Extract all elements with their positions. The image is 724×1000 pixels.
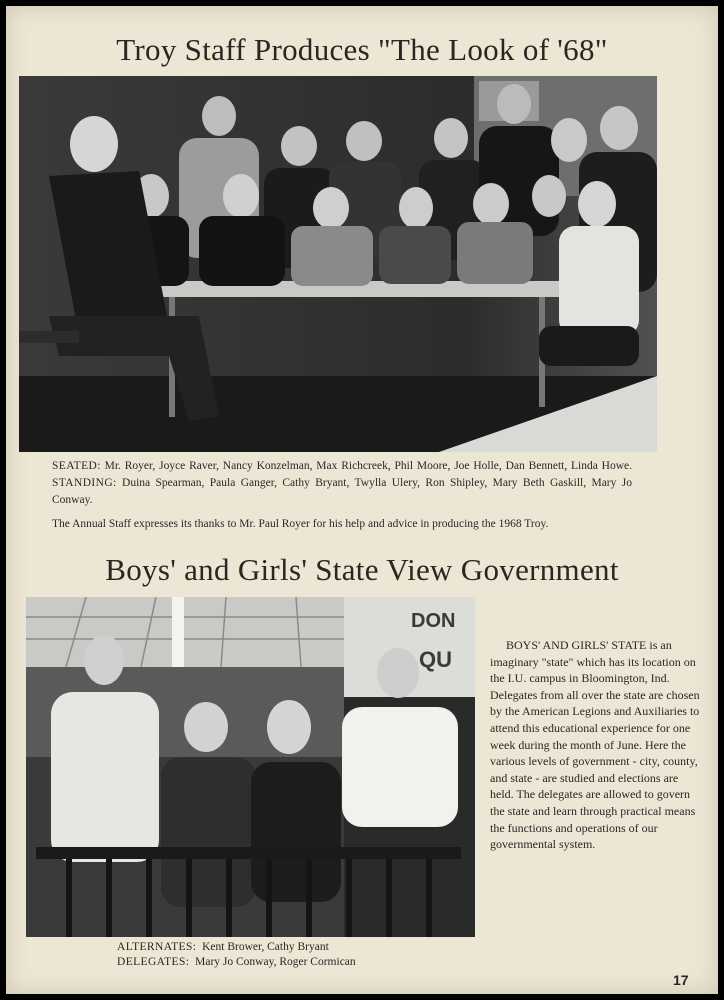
seated-names: Mr. Royer, Joyce Raver, Nancy Konzelman, Max Richcreek, Phil Moore, Joe Holle, Dan Bennett, Linda Howe. [104, 460, 633, 472]
staff-group-photo [19, 76, 657, 452]
page-number: 17 [673, 972, 689, 988]
staff-photo-caption [52, 458, 632, 509]
state-article-body: BOYS' AND GIRLS' STATE is an imaginary "state" which has its location on the I.U. campus in Bloomington, Ind. Delegates from all over the state are chosen by the American Legions and Auxiliaries to attend this educational experience for one week during the month of June. Here the various levels of government - city, county, and state - are studied and elections are held. The delegates are allowed to govern the state and learn through practical means the functions and operations of our governmental system. [490, 638, 700, 852]
thanks-note: The Annual Staff expresses its thanks to Mr. Paul Royer for his help and advice in producing the 1968 Troy. [52, 518, 549, 530]
state-group-photo [26, 597, 475, 937]
state-photo-credits [117, 940, 417, 970]
state-headline: Boys' and Girls' State View Government [105, 552, 619, 587]
alternates-names: Kent Brower, Cathy Bryant [202, 941, 329, 953]
state-photo-illustration [26, 597, 475, 937]
svg-text:QU: QU [419, 647, 452, 672]
sign-text: DON [411, 610, 456, 632]
delegates-line [117, 955, 417, 970]
staff-photo-illustration [19, 76, 657, 452]
standing-names: Duina Spearman, Paula Ganger, Cathy Bryant, Twylla Ulery, Ron Shipley, Mary Beth Gaskill, Mary Jo Conway. [52, 477, 632, 506]
delegates-names: Mary Jo Conway, Roger Cormican [195, 956, 356, 968]
delegates-label: DELEGATES: [117, 956, 190, 968]
yearbook-page [6, 6, 718, 994]
staff-headline: Troy Staff Produces "The Look of '68" [116, 32, 608, 67]
alternates-line [117, 940, 417, 955]
standing-label: STANDING: [52, 477, 117, 489]
seated-label: SEATED: [52, 460, 101, 472]
alternates-label: ALTERNATES: [117, 941, 197, 953]
